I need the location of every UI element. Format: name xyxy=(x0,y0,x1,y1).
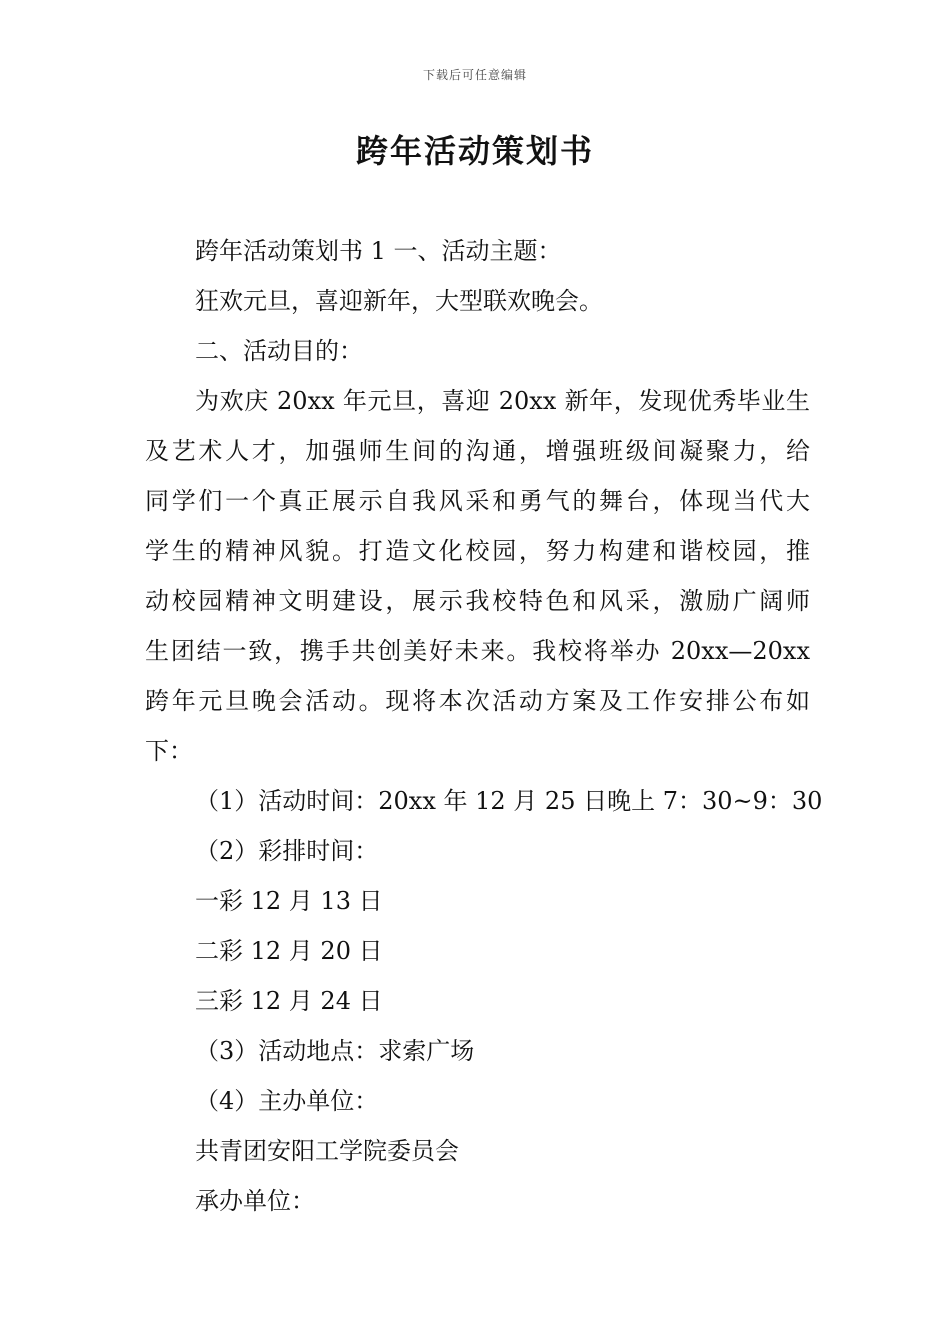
section-heading-purpose: 二、活动目的： xyxy=(195,337,363,365)
paragraph-line: 同学们一个真正展示自我风采和勇气的舞台，体现当代大 xyxy=(145,487,810,515)
rehearsal-1: 一彩 12 月 13 日 xyxy=(195,887,383,915)
section-heading-theme: 跨年活动策划书 1 一、活动主题： xyxy=(195,237,562,265)
paragraph-line: 动校园精神文明建设，展示我校特色和风采，激励广阔师 xyxy=(145,587,810,615)
paragraph-line: 为欢庆 20xx 年元旦，喜迎 20xx 新年，发现优秀毕业生 xyxy=(195,387,810,415)
header-note: 下载后可任意编辑 xyxy=(422,68,527,82)
purpose-paragraph xyxy=(145,376,810,776)
co-organizer-heading: 承办单位： xyxy=(195,1187,315,1215)
activity-location: （3）活动地点：求索广场 xyxy=(195,1037,475,1065)
activity-time: （1）活动时间：20xx 年 12 月 25 日晚上 7：30~9：30 xyxy=(195,787,823,815)
paragraph-line: 生团结一致，携手共创美好未来。我校将举办 20xx—20xx xyxy=(145,637,810,665)
paragraph-line: 学生的精神风貌。打造文化校园，努力构建和谐校园，推 xyxy=(145,537,810,565)
paragraph-line: 及艺术人才，加强师生间的沟通，增强班级间凝聚力，给 xyxy=(145,437,810,465)
paragraph-line: 跨年元旦晚会活动。现将本次活动方案及工作安排公布如 xyxy=(145,687,810,715)
organizer-name: 共青团安阳工学院委员会 xyxy=(195,1137,459,1165)
rehearsal-2: 二彩 12 月 20 日 xyxy=(195,937,383,965)
theme-text: 狂欢元旦，喜迎新年，大型联欢晚会。 xyxy=(195,287,603,315)
document-body xyxy=(145,226,823,1226)
rehearsal-3: 三彩 12 月 24 日 xyxy=(195,987,383,1015)
paragraph-line: 下： xyxy=(145,737,193,765)
organizer-heading: （4）主办单位： xyxy=(195,1087,379,1115)
document-title: 跨年活动策划书 xyxy=(355,132,594,170)
rehearsal-time-heading: （2）彩排时间： xyxy=(195,837,379,865)
